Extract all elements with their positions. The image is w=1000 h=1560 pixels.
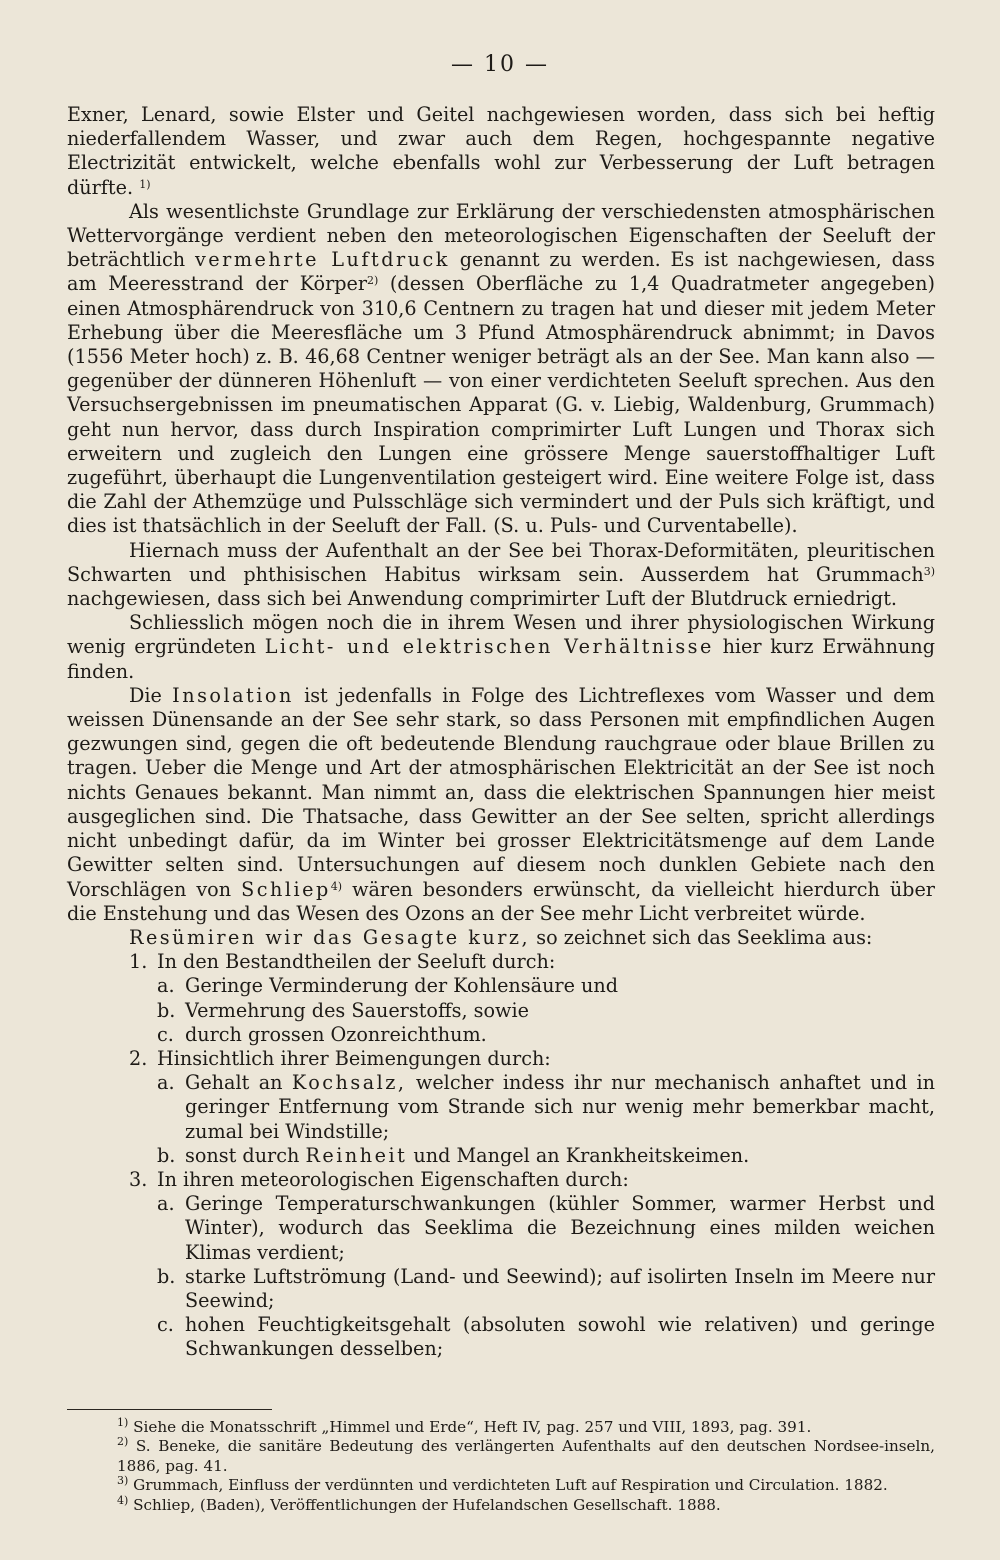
list-subitem: a. Geringe Verminderung der Kohlensäure und: [157, 974, 619, 998]
emphasis-schliep: Schliep: [241, 877, 331, 901]
footnote-4: $^{4)}$ Schliep, (Baden), Veröffentlichungen der Hufelandschen Gesellschaft. 1888.: [117, 1493, 721, 1514]
list-subitem: c. hohen Feuchtigkeitsgehalt (absoluten sowohl wie relativen) und geringe Schwankungen desselben;: [157, 1313, 935, 1361]
list-subitem: c. durch grossen Ozonreichthum.: [157, 1022, 487, 1046]
emphasis-insolation: Insolation: [172, 683, 294, 707]
footnote-divider: [67, 1409, 272, 1410]
list-item: 1. In den Bestandtheilen der Seeluft durch:: [129, 950, 556, 974]
emphasis-licht: Licht- und elektrischen Verhältnisse: [264, 635, 714, 659]
body-text: [67, 103, 935, 1362]
footnote-2: $^{2)}$ S. Beneke, die sanitäre Bedeutung des verlängerten Aufenthalts auf den deutschen Nordsee-inseln, 1886, pag. 41.: [117, 1435, 935, 1475]
list-item: 3. In ihren meteorologischen Eigenschaften durch:: [129, 1167, 629, 1191]
paragraph-6: Resümiren wir das Gesagte kurz, so zeichnet sich das Seeklima aus:: [129, 925, 873, 949]
emphasis-resuemiren: Resümiren wir das Gesagte kurz,: [129, 925, 531, 949]
footnotes: [67, 1418, 935, 1515]
footnote-3: $^{3)}$ Grummach, Einfluss der verdünnten und verdichteten Luft auf Respiration und Circulation. 1882.: [117, 1474, 888, 1495]
emphasis-luftdruck: vermehrte Luftdruck: [194, 248, 450, 272]
emphasis-kochsalz: Kochsalz,: [291, 1071, 407, 1095]
paragraph-1: Exner, Lenard, sowie Elster und Geitel nachgewiesen worden, dass sich bei heftig niederfallendem Wasser, und zwar auch dem Regen, hochgespannte negative Electrizität entwickelt, welche ebenfalls wohl zur Verbesserung der Luft betragen dürfte. $^{1)}$: [67, 103, 935, 199]
page-number: — 10 —: [451, 52, 549, 77]
footnote-ref-2[interactable]: 2): [367, 274, 379, 288]
list-item: 2. Hinsichtlich ihrer Beimengungen durch:: [129, 1046, 551, 1070]
footnote-ref-3[interactable]: 3): [923, 564, 935, 578]
list-subitem: a. Geringe Temperaturschwankungen (kühler Sommer, warmer Herbst und Winter), wodurch das Seeklima die Bezeichnung eines milden weichen Klimas verdient;: [157, 1192, 935, 1264]
footnote-ref-4[interactable]: 4): [330, 879, 343, 893]
paragraph-2: Als wesentlichste Grundlage zur Erklärung der verschiedensten atmosphärischen Wettervorgänge verdient neben den meteorologischen Eigenschaften der Seeluft der beträchtlich vermehrte Luftdruck genannt zu werden. Es ist nachgewiesen, dass am Meeresstrand der Körper$^{2)}$ (dessen Oberfläche zu 1,4 Quadratmeter angegeben) einen Atmosphärendruck von 310,6 Centnern zu tragen hat und dieser mit jedem Meter Erhebung über die Meeresfläche um 3 Pfund Atmosphärendruck abnimmt; in Davos (1556 Meter hoch) z. B. 46,68 Centner weniger beträgt als an der See. Man kann also — gegenüber der dünneren Höhenluft — von einer verdichteten Seeluft sprechen. Aus den Versuchsergebnissen im pneumatischen Apparat (G. v. Liebig, Waldenburg, Grummach) geht nun hervor, dass durch Inspiration comprimirter Luft Lungen und Thorax sich erweitern und zugleich den Lungen eine grössere Menge sauerstoffhaltiger Luft zugeführt, überhaupt die Lungenventilation gesteigert wird. Eine weitere Folge ist, dass die Zahl der Athemzüge und Pulsschläge sich vermindert und der Puls sich kräftigt, und dies ist thatsächlich in der Seeluft der Fall. (S. u. Puls- und Curventabelle).: [67, 199, 935, 538]
list-subitem: a. Gehalt an Kochsalz, welcher indess ihr nur mechanisch anhaftet und in geringer Entfernung vom Strande sich nur wenig mehr bemerkbar macht, zumal bei Windstille;: [157, 1071, 935, 1143]
list-subitem: b. sonst durch Reinheit und Mangel an Krankheitskeimen.: [157, 1143, 750, 1167]
footnote-ref-1[interactable]: 1): [139, 177, 151, 191]
paragraph-5: Die Insolation ist jedenfalls in Folge des Lichtreflexes vom Wasser und dem weissen Dünensande an der See sehr stark, so dass Personen mit empfindlichen Augen gezwungen sind, gegen die oft bedeutende Blendung rauchgraue oder blaue Brillen zu tragen. Ueber die Menge und Art der atmosphärischen Elektricität an der See ist noch nichts Genaues bekannt. Man nimmt an, dass die elektrischen Spannungen hier meist ausgeglichen sind. Die Thatsache, dass Gewitter an der See selten, spricht allerdings nicht unbedingt dafür, da im Winter bei grosser Elektricitätsmenge auf dem Lande Gewitter selten sind. Untersuchungen auf diesem noch dunklen Gebiete nach den Vorschlägen von Schliep$^{4)}$ wären besonders erwünscht, da vielleicht hierdurch über die Enstehung und das Wesen des Ozons an der See mehr Licht verbreitet würde.: [67, 683, 935, 925]
list-subitem: b. Vermehrung des Sauerstoffs, sowie: [157, 998, 529, 1022]
paragraph-3: Hiernach muss der Aufenthalt an der See bei Thorax-Deformitäten, pleuritischen Schwarten und phthisischen Habitus wirksam sein. Ausserdem hat Grummach$^{3)}$ nachgewiesen, dass sich bei Anwendung comprimirter Luft der Blutdruck erniedrigt.: [67, 538, 935, 611]
footnote-1: $^{1)}$ Siehe die Monatsschrift „Himmel und Erde“, Heft IV, pag. 257 und VIII, 1893, pag. 391.: [117, 1416, 812, 1436]
emphasis-reinheit: Reinheit: [305, 1143, 408, 1167]
list-subitem: b. starke Luftströmung (Land- und Seewind); auf isolirten Inseln im Meere nur Seewind;: [157, 1264, 935, 1312]
paragraph-4: Schliesslich mögen noch die in ihrem Wesen und ihrer physiologischen Wirkung wenig ergründeten Licht- und elektrischen Verhältnisse hier kurz Erwähnung finden.: [67, 611, 935, 683]
